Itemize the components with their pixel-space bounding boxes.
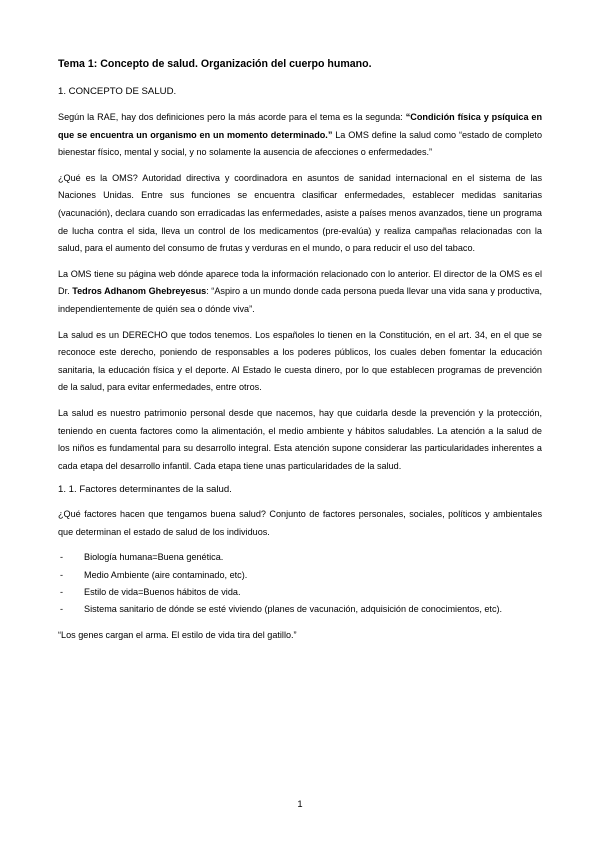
- list-item-text: Sistema sanitario de dónde se esté viviendo (planes de vacunación, adquisición de conocimientos, etc).: [84, 604, 503, 615]
- page-number: 1: [297, 798, 303, 809]
- paragraph-derecho: La salud es un DERECHO que todos tenemos. Los españoles lo tienen en la Constitución, en el art. 34, en el que se reconoce este derecho, poniendo de responsables a los poderes públicos, los cuales deben fomentar la educación sanitaria, la educación física y el deporte. Al Estado le cuesta dinero, por lo que establecen programas de prevención de la salud, para evitar enfermedades, entre otros.: [58, 329, 542, 393]
- bullet-dash: -: [60, 586, 64, 597]
- paragraph-factores: ¿Qué factores hacen que tengamos buena salud? Conjunto de factores personales, sociales, políticos y ambientales que determinan el estado de salud de los individuos.: [58, 509, 542, 537]
- rae-definition-quote: “Condición física y psíquica en que se encuentra un organismo en un momento determinado.”: [58, 112, 543, 140]
- paragraph-text: La OMS tiene su página web dónde aparece toda la información relacionado con lo anterior. El director de la OMS es el Dr.: [58, 268, 542, 297]
- document-title: Tema 1: Concepto de salud. Organización del cuerpo humano.: [58, 58, 372, 70]
- paragraph-oms-director: [58, 266, 542, 319]
- paragraph-text: La OMS define la salud como “estado de completo bienestar físico, mental y social, y no solamente la ausencia de afecciones o enfermedades.”: [58, 129, 542, 158]
- list-item: [58, 601, 542, 618]
- paragraph-rae-definition: [58, 109, 542, 162]
- bullet-dash: -: [60, 604, 64, 615]
- subsection-heading: 1. 1. Factores determinantes de la salud.: [58, 484, 232, 496]
- list-item-text: Medio Ambiente (aire contaminado, etc).: [84, 569, 248, 580]
- list-item-text: Biología humana=Buena genética.: [84, 552, 224, 563]
- paragraph-patrimonio: La salud es nuestro patrimonio personal desde que nacemos, hay que cuidarla desde la prevención y la protección, teniendo en cuenta factores como la alimentación, el medio ambiente y hábitos saludables. La atención a la salud de los niños es fundamental para su desarrollo integral. Esta atención supone considerar las particularidades inherentes a cada etapa del desarrollo infantil. Cada etapa tiene unas particularidades de la salud.: [58, 407, 542, 471]
- director-name: Tedros Adhanom Ghebreyesus: [72, 286, 207, 297]
- paragraph-text: Según la RAE, hay dos definiciones pero la más acorde para el tema es la segunda:: [58, 112, 406, 122]
- section-heading: 1. CONCEPTO DE SALUD.: [58, 86, 177, 97]
- bullet-dash: -: [60, 569, 64, 580]
- paragraph-text: : “Aspiro a un mundo donde cada persona pueda llevar una vida sana y productiva, independientemente de quién sea o dónde viva”.: [58, 286, 542, 314]
- document-body: [58, 57, 542, 643]
- paragraph-oms: ¿Qué es la OMS? Autoridad directiva y coordinadora en asuntos de sanidad internacional en el sistema de las Naciones Unidas. Entre sus funciones se encuentra clasificar enfermedades, establecer medidas sanitarias (vacunación), declara cuando son erradicadas las enfermedades, asiste a países menos avanzados, tiene un programa de lucha contra el sida, lleva un control de los medicamentos (pre-evalúa) y realiza campañas relacionadas con la salud, para el aumento del consumo de frutas y verduras en el mundo, o para reducir el uso del tabaco.: [58, 172, 542, 254]
- list-item: [58, 549, 542, 566]
- list-item-text: Estilo de vida=Buenos hábitos de vida.: [84, 586, 241, 597]
- list-item: [58, 567, 542, 584]
- bullet-dash: -: [60, 552, 64, 563]
- closing-quote: “Los genes cargan el arma. El estilo de vida tira del gatillo.”: [58, 630, 297, 641]
- factors-list: [58, 549, 542, 618]
- list-item: [58, 584, 542, 601]
